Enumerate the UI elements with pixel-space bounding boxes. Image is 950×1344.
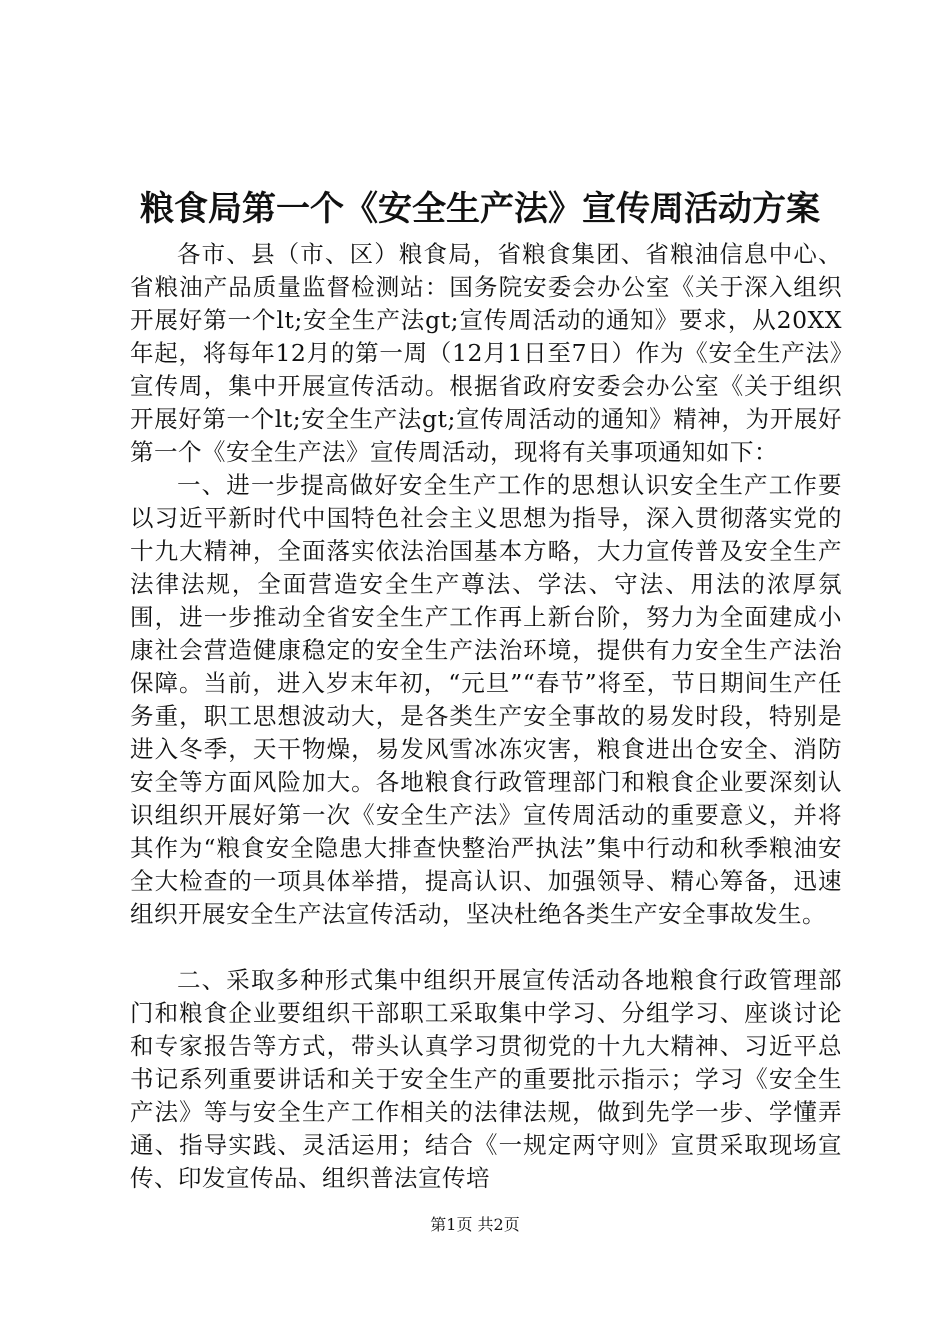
page-number-footer: 第1页 共2页 <box>430 1215 520 1234</box>
paragraph-section-two: 二、采取多种形式集中组织开展宣传活动各地粮食行政管理部门和粮食企业要组织干部职工采取集中学习、分组学习、座谈讨论和专家报告等方式，带头认真学习贯彻党的十九大精神、习近平总书记系列重要讲话和关于安全生产的重要批示指示；学习《安全生产法》等与安全生产工作相关的法律法规，做到先学一步、学懂弄通、指导实践、灵活运用；结合《一规定两守则》宣贯采取现场宣传、印发宣传品、组织普法宣传培 <box>130 966 842 1192</box>
document-body <box>130 238 842 1195</box>
document-title: 粮食局第一个《安全生产法》宣传周活动方案 <box>140 189 820 229</box>
paragraph-intro: 各市、县（市、区）粮食局，省粮食集团、省粮油信息中心、省粮油产品质量监督检测站：国务院安委会办公室《关于深入组织开展好第一个lt;安全生产法gt;宣传周活动的通知》要求，从20XX年起，将每年12月的第一周（12月1日至7日）作为《安全生产法》宣传周，集中开展宣传活动。根据省政府安委会办公室《关于组织开展好第一个lt;安全生产法gt;宣传周活动的通知》精神，为开展好第一个《安全生产法》宣传周活动，现将有关事项通知如下： <box>130 240 842 466</box>
paragraph-section-one: 一、进一步提高做好安全生产工作的思想认识安全生产工作要以习近平新时代中国特色社会主义思想为指导，深入贯彻落实党的十九大精神，全面落实依法治国基本方略，大力宣传普及安全生产法律法规，全面营造安全生产尊法、学法、守法、用法的浓厚氛围，进一步推动全省安全生产工作再上新台阶，努力为全面建成小康社会营造健康稳定的安全生产法治环境，提供有力安全生产法治保障。当前，进入岁末年初，“元旦”“春节”将至，节日期间生产任务重，职工思想波动大，是各类生产安全事故的易发时段，特别是进入冬季，天干物燥，易发风雪冰冻灾害，粮食进出仓安全、消防安全等方面风险加大。各地粮食行政管理部门和粮食企业要深刻认识组织开展好第一次《安全生产法》宣传周活动的重要意义，并将其作为“粮食安全隐患大排查快整治严执法”集中行动和秋季粮油安全大检查的一项具体举措，提高认识、加强领导、精心筹备，迅速组织开展安全生产法宣传活动，坚决杜绝各类生产安全事故发生。 <box>130 471 842 928</box>
paragraph-spacer <box>130 931 842 964</box>
